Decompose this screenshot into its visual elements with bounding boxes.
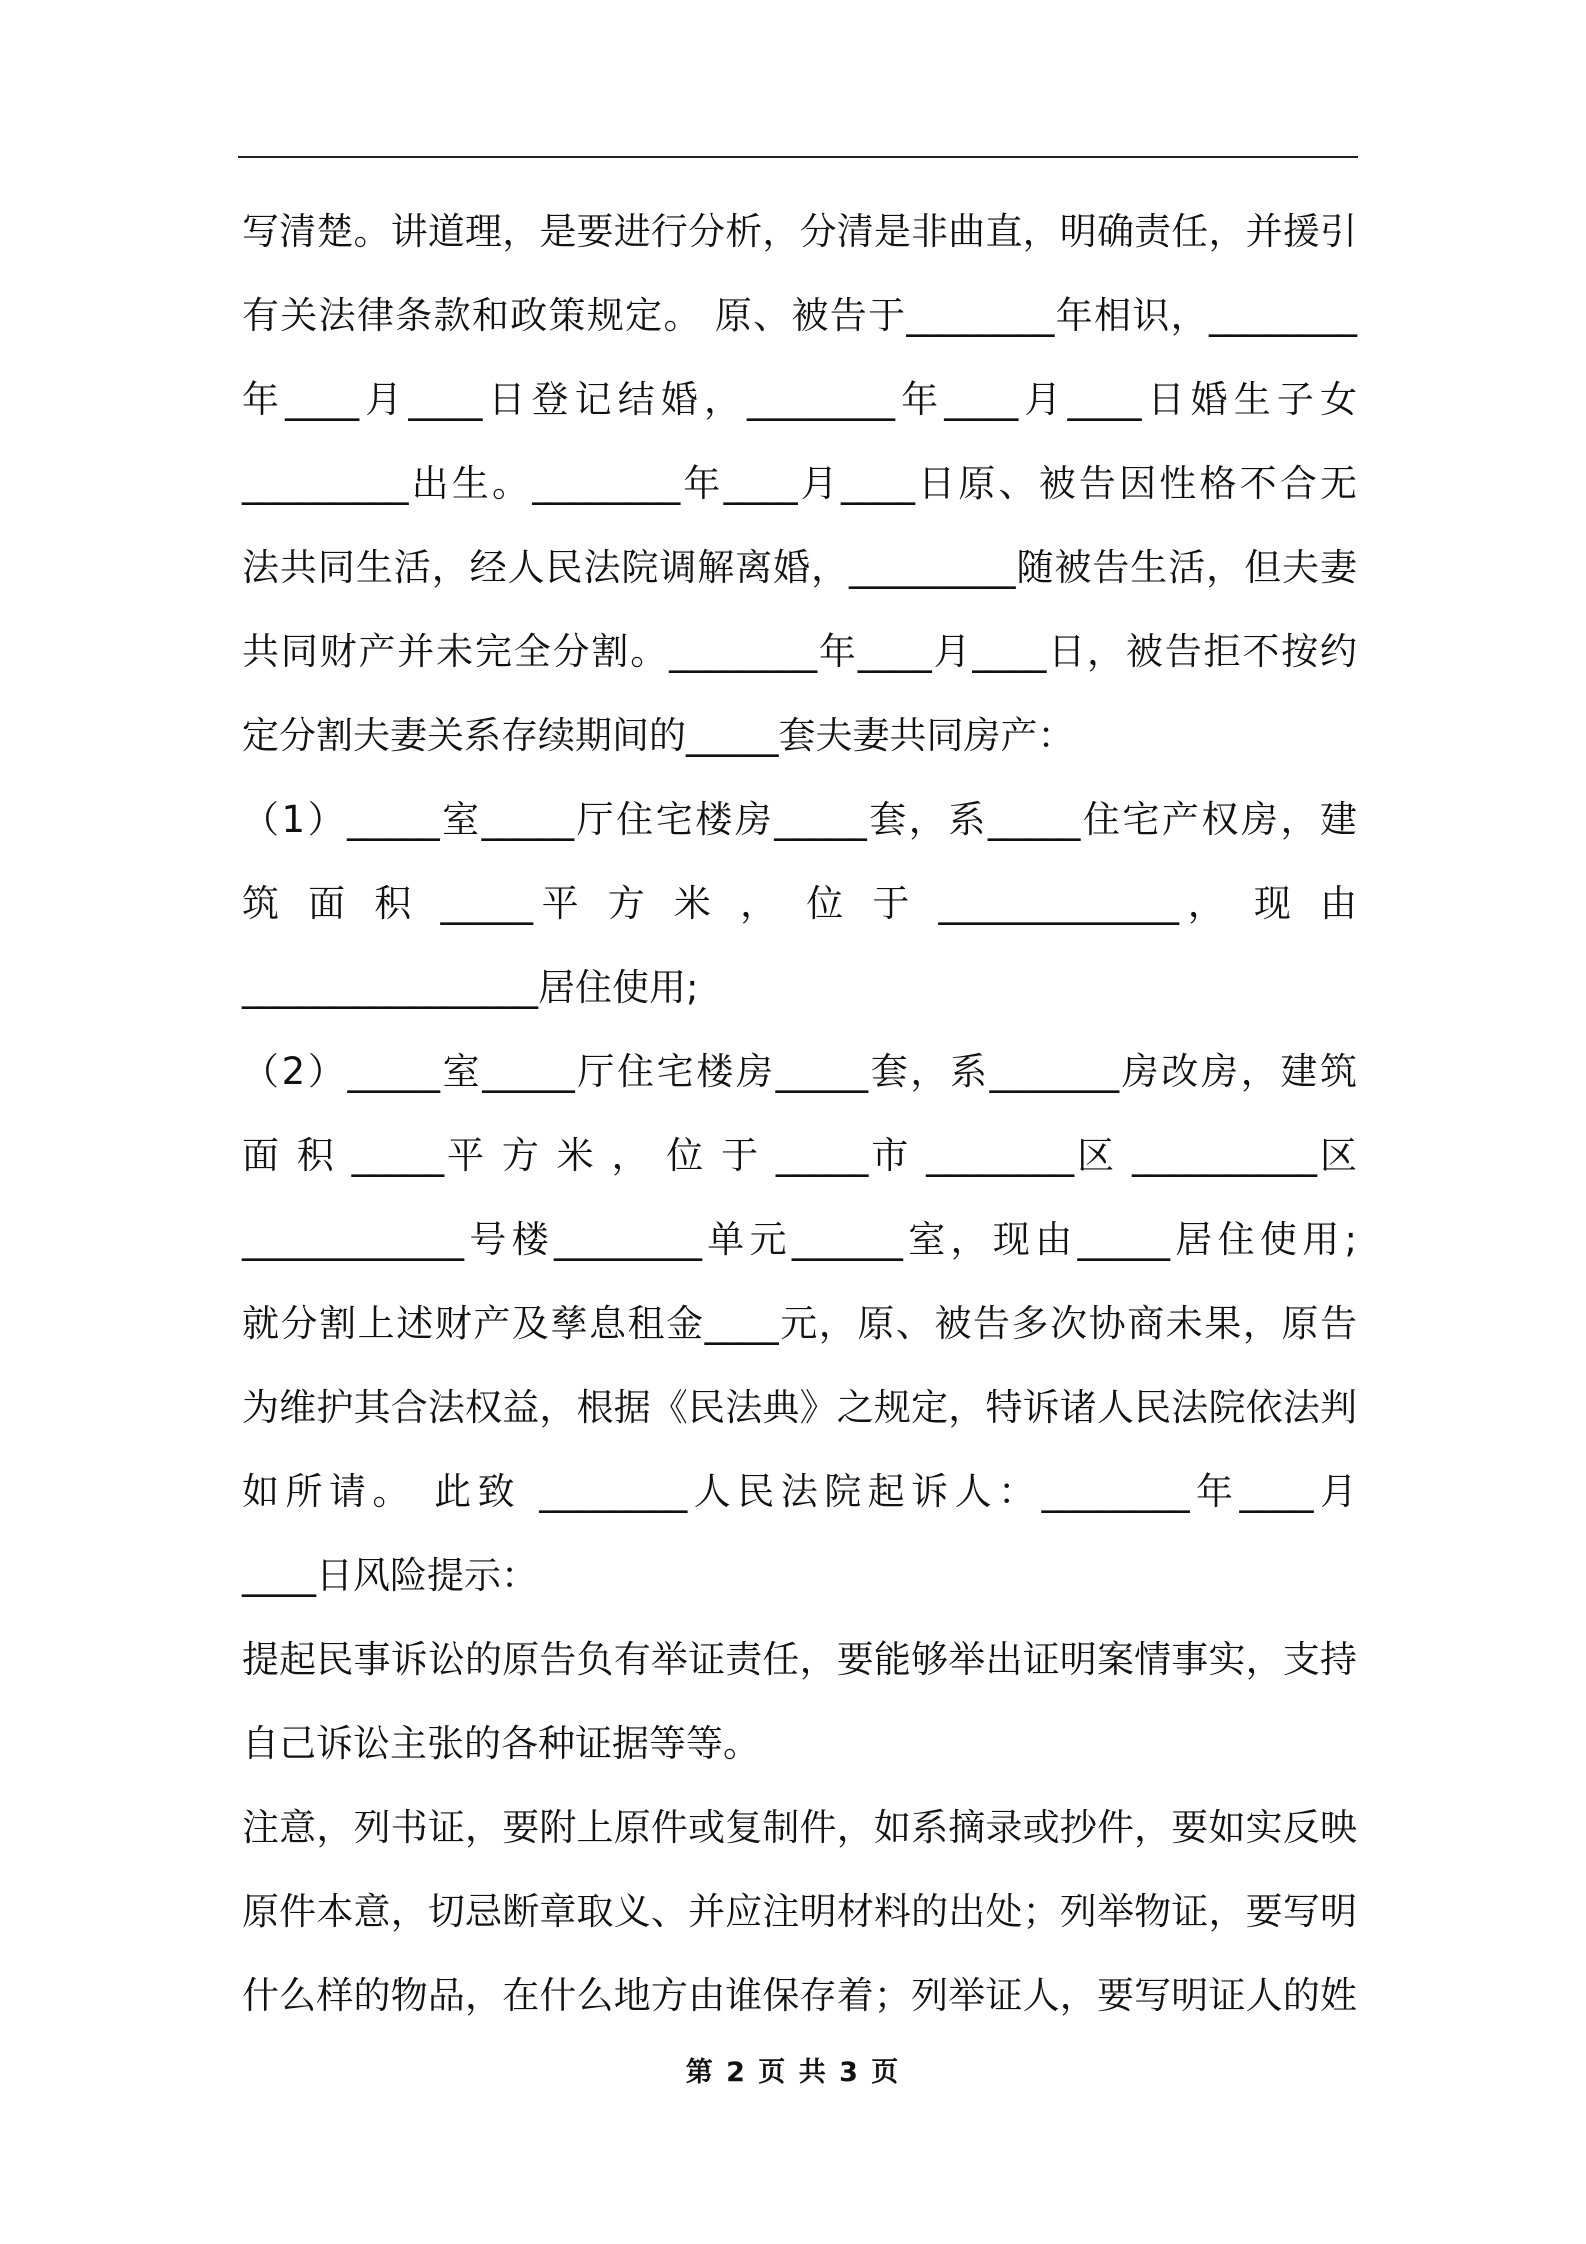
text-line-9: 筑 面 积 _____平 方 米 ， 位 于 _____________， 现 由 xyxy=(242,882,1357,925)
text-line-6: 共同财产并未完全分割。________年____月____日，被告拒不按约 xyxy=(242,630,1357,673)
text-line-7: 定分割夫妻关系存续期间的_____套夫妻共同房产： xyxy=(242,714,1075,757)
text-line-2: 有关法律条款和政策规定。 原、被告于________年相识，________ xyxy=(242,294,1357,337)
text-line-17: ____日风险提示： xyxy=(242,1554,538,1597)
text-line-13: ____________号楼________单元______室，现由_____居住使用; xyxy=(242,1218,1357,1261)
text-line-16: 如所请。 此致 ________人民法院起诉人：________年____月 xyxy=(242,1470,1357,1513)
page-number: 第 2 页 共 3 页 xyxy=(685,2057,901,2088)
text-line-12: 面 积 _____平 方 米 ， 位 于 _____市 ________区 __________区 xyxy=(242,1134,1357,1177)
text-line-15: 为维护其合法权益，根据《民法典》之规定，特诉诸人民法院依法判 xyxy=(242,1386,1357,1429)
header-rule xyxy=(238,156,1358,158)
document-body xyxy=(242,190,1357,2038)
text-line-4: _________出生。________年____月____日原、被告因性格不合无 xyxy=(242,462,1357,505)
text-line-11: （2）_____室_____厅住宅楼房_____套，系_______房改房，建筑 xyxy=(242,1050,1357,1093)
text-line-10: ________________居住使用; xyxy=(242,966,699,1009)
text-line-3: 年____月____日登记结婚，________年____月____日婚生子女 xyxy=(242,378,1357,421)
text-line-14: 就分割上述财产及孳息租金____元，原、被告多次协商未果，原告 xyxy=(242,1302,1357,1345)
text-line-21: 原件本意，切忌断章取义、并应注明材料的出处；列举物证，要写明 xyxy=(242,1890,1357,1933)
text-line-20: 注意，列书证，要附上原件或复制件，如系摘录或抄件，要如实反映 xyxy=(242,1806,1357,1849)
text-line-1: 写清楚。讲道理，是要进行分析，分清是非曲直，明确责任，并援引 xyxy=(242,210,1357,253)
text-line-19: 自己诉讼主张的各种证据等等。 xyxy=(242,1722,760,1765)
text-line-5: 法共同生活，经人民法院调解离婚，_________随被告生活，但夫妻 xyxy=(242,546,1357,589)
text-line-22: 什么样的物品，在什么地方由谁保存着；列举证人，要写明证人的姓 xyxy=(242,1974,1357,2017)
text-line-18: 提起民事诉讼的原告负有举证责任，要能够举出证明案情事实，支持 xyxy=(242,1638,1357,1681)
text-line-8: （1）_____室_____厅住宅楼房_____套，系_____住宅产权房，建 xyxy=(242,798,1357,841)
